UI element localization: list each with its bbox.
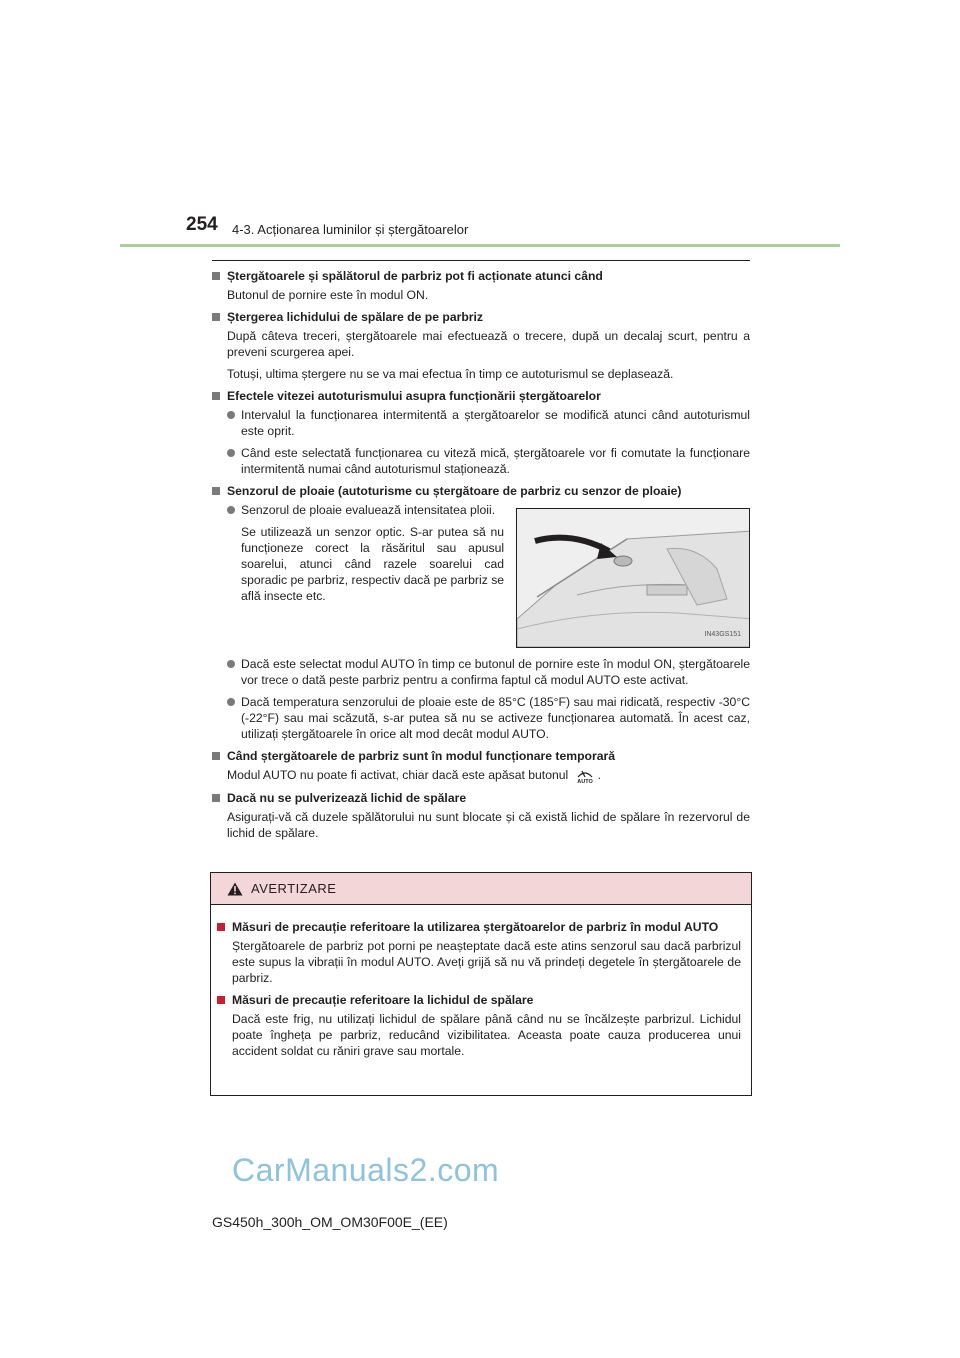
- bullet-item: Senzorul de ploaie evaluează intensitatea ploii.: [227, 502, 504, 518]
- section-heading: Dacă nu se pulverizează lichid de spălare: [212, 790, 750, 806]
- header-rule: [120, 244, 840, 247]
- auto-mode-text-end: .: [597, 768, 602, 782]
- section-title: 4-3. Acționarea luminilor și ștergătoarelor: [232, 222, 469, 237]
- page-number: 254: [186, 214, 218, 235]
- warning-box: [210, 872, 752, 1096]
- content-top-rule: [212, 260, 750, 261]
- section-text: [227, 767, 750, 784]
- warning-item-text: Dacă este frig, nu utilizați lichidul de spălare până când nu se încălzește parbrizul. Lichidul poate îngheța pe parbriz, reducând vizibilitatea. Aceasta poate cauza producerea unui accident soldat cu răniri grave sau mortale.: [232, 1012, 741, 1058]
- section-heading: Efectele vitezei autoturismului asupra funcționării ștergătoarelor: [212, 388, 750, 404]
- footer-code: GS450h_300h_OM_OM30F00E_(EE): [212, 1214, 448, 1230]
- section-heading: Ștergătoarele și spălătorul de parbriz pot fi acționate atunci când: [212, 268, 750, 284]
- auto-icon-label: AUTO: [576, 778, 593, 784]
- section-text: După câteva treceri, ștergătoarele mai efectuează o trecere, după un decalaj scurt, pentru a preveni scurgerea apei.: [227, 329, 750, 359]
- bullet-item: Când este selectată funcționarea cu viteză mică, ștergătoarele vor fi comutate la funcționare intermitentă numai când autoturismul staționează.: [227, 445, 750, 477]
- section-heading: Senzorul de ploaie (autoturisme cu ștergătoare de parbriz cu senzor de ploaie): [212, 483, 750, 499]
- warning-triangle-icon: [227, 882, 243, 896]
- bullet-item: Dacă temperatura senzorului de ploaie este de 85°C (185°F) sau mai ridicată, respectiv -30°C (-22°F) sau mai scăzută, s-ar putea să nu se activeze funcționarea automată. În acest caz, utilizați ștergătoarele în orice alt mod decât modul AUTO.: [227, 694, 750, 742]
- section-heading: Ștergerea lichidului de spălare de pe parbriz: [212, 309, 750, 325]
- illustration-code: IN43GS151: [704, 631, 741, 638]
- section-text: Asigurați-vă că duzele spălătorului nu sunt blocate și că există lichid de spălare în rezervorul de lichid de spălare.: [227, 809, 750, 840]
- main-content: [212, 268, 750, 847]
- watermark: CarManuals2.com: [232, 1152, 500, 1188]
- warning-item-heading: Măsuri de precauție referitoare la utilizarea ștergătoarelor de parbriz în modul AUTO: [217, 919, 741, 935]
- auto-wiper-icon: [574, 768, 596, 784]
- section-heading: Când ștergătoarele de parbriz sunt în modul funcționare temporară: [212, 748, 750, 764]
- rain-sensor-block: [227, 502, 750, 648]
- section-text: Se utilizează un senzor optic. S-ar putea să nu funcționeze corect la răsăritul sau apusul soarelui, atunci când razele soarelui cad sporadic pe parbriz, respectiv dacă pe parbriz se află insecte etc.: [241, 525, 505, 603]
- warning-header: [211, 873, 751, 905]
- warning-item-text: Ștergătoarele de parbriz pot porni pe neașteptate dacă este atins senzorul sau dacă parbrizul este supus la vibrații în modul AUTO. Aveți grijă să nu vă prindeți degetele în ștergătoarele de parbriz.: [232, 939, 741, 985]
- auto-mode-text: Modul AUTO nu poate fi activat, chiar dacă este apăsat butonul: [227, 768, 569, 782]
- bullet-item: Intervalul la funcționarea intermitentă a ștergătoarelor se modifică atunci când autoturismul este oprit.: [227, 407, 750, 439]
- section-text: Butonul de pornire este în modul ON.: [227, 288, 429, 302]
- bullet-item: Dacă este selectat modul AUTO în timp ce butonul de pornire este în modul ON, ștergătoarele vor trece o dată peste parbriz pentru a confirma faptul că modul AUTO este activat.: [227, 656, 750, 688]
- warning-body: [211, 905, 751, 1059]
- rain-sensor-text: [227, 502, 504, 648]
- section-text: Totuși, ultima ștergere nu se va mai efectua în timp ce autoturismul se deplasează.: [227, 367, 674, 381]
- rain-sensor-illustration: [516, 508, 750, 648]
- warning-item-heading: Măsuri de precauție referitoare la lichidul de spălare: [217, 992, 741, 1008]
- warning-heading: AVERTIZARE: [251, 881, 337, 896]
